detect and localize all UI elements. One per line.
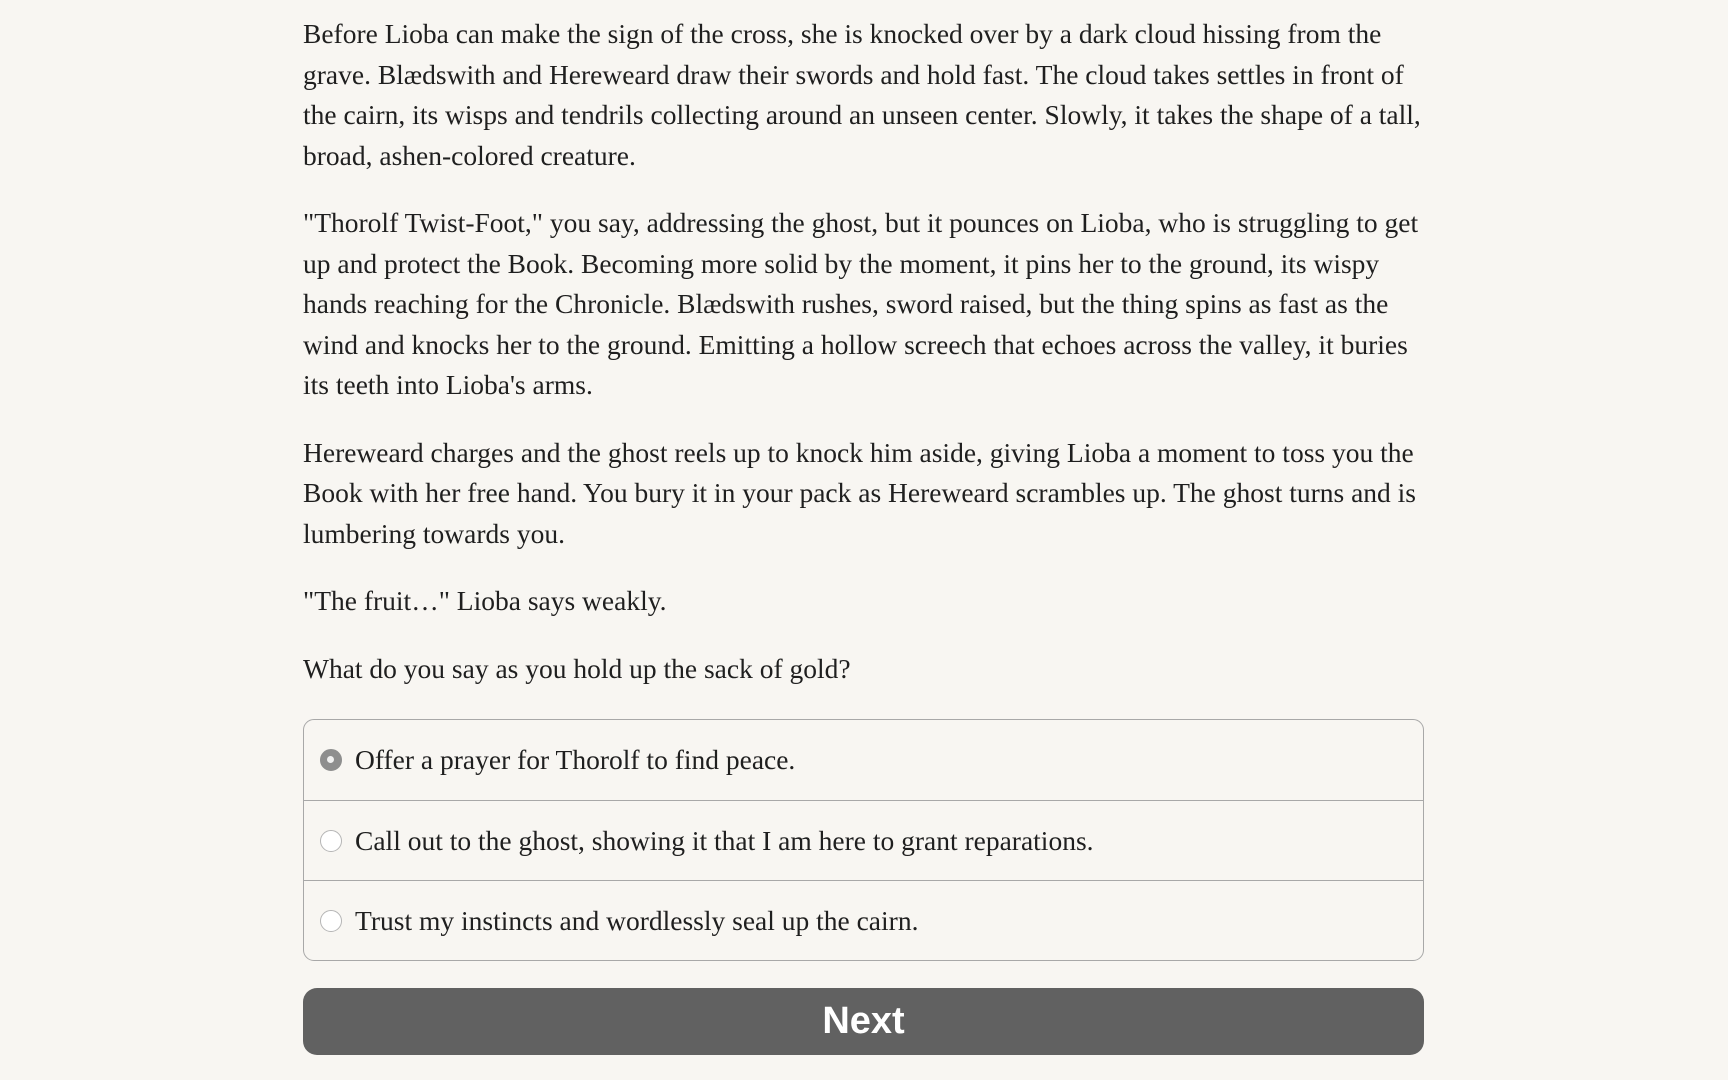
choice-label: Call out to the ghost, showing it that I am here to grant reparations. bbox=[355, 824, 1094, 856]
choice-option-call-out[interactable] bbox=[304, 800, 1423, 880]
choice-label: Offer a prayer for Thorolf to find peace. bbox=[355, 744, 796, 775]
choice-option-prayer[interactable] bbox=[304, 720, 1423, 800]
choice-list bbox=[303, 719, 1424, 961]
choice-option-seal-cairn[interactable] bbox=[304, 880, 1423, 960]
radio-button-icon[interactable] bbox=[320, 830, 342, 852]
story-paragraph: Before Lioba can make the sign of the cross, she is knocked over by a dark cloud hissing from the grave. Blædswith and Hereweard draw their swords and hold fast. The cloud takes settles in front of the cairn, its wisps and tendrils collecting around an unseen center. Slowly, it takes the shape of a tall, broad, ashen-colored creature. bbox=[303, 18, 1421, 171]
story-paragraph: "The fruit…" Lioba says weakly. bbox=[303, 585, 667, 616]
radio-button-icon[interactable] bbox=[320, 910, 342, 932]
radio-button-icon[interactable] bbox=[320, 749, 342, 771]
story-question: What do you say as you hold up the sack of gold? bbox=[303, 652, 851, 684]
story-paragraph: Hereweard charges and the ghost reels up to knock him aside, giving Lioba a moment to toss you the Book with her free hand. You bury it in your pack as Hereweard scrambles up. The ghost turns and is lumbering towards you. bbox=[303, 436, 1417, 549]
choice-label: Trust my instincts and wordlessly seal up the cairn. bbox=[355, 904, 919, 936]
story-passage bbox=[303, 14, 1424, 689]
next-button[interactable]: Next bbox=[303, 988, 1424, 1055]
story-paragraph: "Thorolf Twist-Foot," you say, addressing the ghost, but it pounces on Lioba, who is struggling to get up and protect the Book. Becoming more solid by the moment, it pins her to the ground, its wispy hands reaching for the Chronicle. Blædswith rushes, sword raised, but the thing spins as fast as the wind and knocks her to the ground. Emitting a hollow screech that echoes across the valley, it buries its teeth into Lioba's arms. bbox=[303, 207, 1419, 400]
story-page bbox=[303, 14, 1424, 1055]
